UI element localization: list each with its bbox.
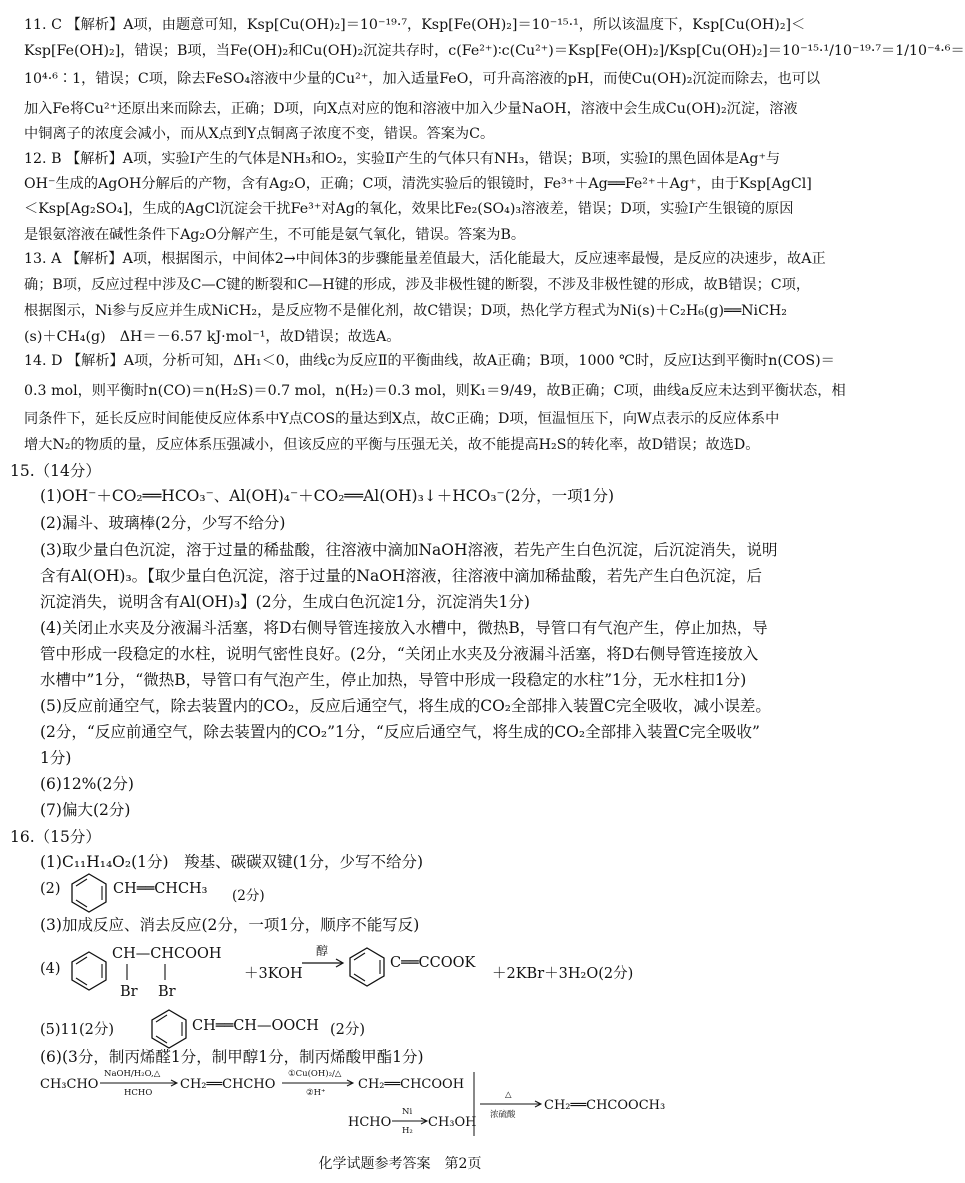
q16-line: (6)(3分，制丙烯醛1分，制甲醇1分，制丙烯酸甲酯1分) xyxy=(40,1048,424,1066)
q16-4-chain: CH—CHCOOH xyxy=(112,946,222,962)
q15-line: 管中形成一段稳定的水柱，说明气密性良好。(2分，“关闭止水夹及分液漏斗活塞，将D右侧导管连接放入 xyxy=(40,645,759,663)
q13-line: 根据图示，Ni参与反应并生成NiCH₂，是反应物不是催化剂，故C错误；D项，热化学方程式为Ni(s)＋C₂H₆(g)══NiCH₂ xyxy=(24,303,787,319)
q15-title: 15.（14分） xyxy=(10,462,101,480)
q15-line: 沉淀消失，说明含有Al(OH)₃】(2分，生成白色沉淀1分，沉淀消失1分) xyxy=(40,593,530,611)
benzene-ring-icon xyxy=(146,1006,192,1046)
q16-4-rest: ＋2KBr＋3H₂O(2分) xyxy=(492,966,634,982)
q12-line: 是银氨溶液在碱性条件下Ag₂O分解产生，不可能是氨气氧化，错误。答案为B。 xyxy=(24,227,526,243)
route-cond4-top: Ni xyxy=(402,1107,413,1117)
q15-line: 1分) xyxy=(40,749,72,767)
q16-4-br: Br xyxy=(120,984,138,1000)
q11-line: Ksp[Fe(OH)₂]，错误；B项，当Fe(OH)₂和Cu(OH)₂沉淀共存时，c(Fe²⁺)∶c(Cu²⁺)＝Ksp[Fe(OH)₂]/Ksp[Cu(OH)₂]＝10⁻¹⁵·¹/10⁻¹⁹·⁷＝1/10⁻⁴·⁶＝ xyxy=(24,43,965,59)
q12-line: 12. B 【解析】A项，实验Ⅰ产生的气体是NH₃和O₂，实验Ⅱ产生的气体只有NH₃，错误；B项，实验Ⅰ的黑色固体是Ag⁺与 xyxy=(24,151,781,167)
q15-line: (4)关闭止水夹及分液漏斗活塞，将D右侧导管连接放入水槽中，微热B，导管口有气泡产生，停止加热，导 xyxy=(40,619,768,637)
route-cond2-top: ①Cu(OH)₂/△ xyxy=(288,1069,342,1079)
q16-line: (3)加成反应、消去反应(2分，一项1分，顺序不能写反) xyxy=(40,916,420,934)
bromine-bond-lines xyxy=(118,964,178,986)
q16-2-num: (2) xyxy=(40,881,61,897)
q13-line: (s)＋CH₄(g) ΔH＝－6.57 kJ·mol⁻¹，故D错误；故选A。 xyxy=(24,329,401,345)
route-cond4-bot: H₂ xyxy=(402,1126,413,1136)
route-product: CH₂══CHCOOCH₃ xyxy=(544,1098,666,1113)
benzene-ring-icon xyxy=(66,870,112,910)
q11-line: 加入Fe将Cu²⁺还原出来而除去，正确；D项，向X点对应的饱和溶液中加入少量NaOH，溶液中会生成Cu(OH)₂沉淀，溶液 xyxy=(24,101,798,117)
q13-line: 确；B项，反应过程中涉及C—C键的断裂和C—H键的形成，涉及非极性键的断裂，不涉及非极性键的形成，故B错误；C项， xyxy=(24,277,811,293)
q16-4-num: (4) xyxy=(40,961,61,977)
q12-line: ＜Ksp[Ag₂SO₄]，生成的AgCl沉淀会干扰Fe³⁺对Ag的氧化，效果比Fe₂(SO₄)₃溶液差，错误；D项，实验Ⅰ产生银镜的原因 xyxy=(24,201,794,217)
q15-line: 含有Al(OH)₃。【取少量白色沉淀，溶于过量的NaOH溶液，往溶液中滴加稀盐酸，若先产生白色沉淀，后 xyxy=(40,567,762,585)
route-hcho: HCHO xyxy=(348,1115,392,1130)
q15-line: (2)漏斗、玻璃棒(2分，少写不给分) xyxy=(40,514,286,532)
q16-4-condition: 醇 xyxy=(316,944,329,958)
q15-line: 水槽中”1分，“微热B，导管口有气泡产生，停止加热，导管中形成一段稳定的水柱”1分，无水柱扣1分) xyxy=(40,671,747,689)
q15-line: (5)反应前通空气，除去装置内的CO₂，反应后通空气，将生成的CO₂全部排入装置C完全吸收，减小误差。 xyxy=(40,697,771,715)
q15-line: (6)12%(2分) xyxy=(40,775,134,793)
benzene-ring-icon xyxy=(344,944,390,984)
route-cond3-top: △ xyxy=(505,1090,512,1100)
q14-line: 14. D 【解析】A项，分析可知，ΔH₁＜0，曲线c为反应Ⅱ的平衡曲线，故A正确；B项，1000 ℃时，反应Ⅰ达到平衡时n(COS)＝ xyxy=(24,353,835,369)
page-footer: 化学试题参考答案 第2页 xyxy=(318,1156,482,1172)
q11-line: 11. C 【解析】A项，由题意可知，Ksp[Cu(OH)₂]＝10⁻¹⁹·⁷，Ksp[Fe(OH)₂]＝10⁻¹⁵·¹，所以该温度下，Ksp[Cu(OH)₂]＜ xyxy=(24,17,806,33)
q16-4-reagent: ＋3KOH xyxy=(244,966,303,982)
q16-5-num: (5)11(2分) xyxy=(40,1022,115,1038)
route-cond3-bot: 浓硫酸 xyxy=(490,1110,516,1120)
q12-line: OH⁻生成的AgOH分解后的产物，含有Ag₂O，正确；C项，清洗实验后的银镜时，Fe³⁺＋Ag══Fe²⁺＋Ag⁺，由于Ksp[AgCl] xyxy=(24,176,812,192)
q16-5-score: (2分) xyxy=(330,1022,366,1038)
q15-line: (1)OH⁻＋CO₂══HCO₃⁻、Al(OH)₄⁻＋CO₂══Al(OH)₃↓＋HCO₃⁻(2分，一项1分) xyxy=(40,487,615,505)
route-start: CH₃CHO xyxy=(40,1077,99,1092)
q15-line: (3)取少量白色沉淀，溶于过量的稀盐酸，往溶液中滴加NaOH溶液，若先产生白色沉淀，后沉淀消失，说明 xyxy=(40,541,778,559)
reaction-arrow-icon xyxy=(302,958,346,968)
route-m2: CH₂══CHCOOH xyxy=(358,1077,465,1092)
q13-line: 13. A 【解析】A项，根据图示，中间体2→中间体3的步骤能量差值最大，活化能最大，反应速率最慢，是反应的决速步，故A正 xyxy=(24,251,826,267)
q14-line: 同条件下，延长反应时间能使反应体系中Y点COS的量达到X点，故C正确；D项，恒温恒压下，向W点表示的反应体系中 xyxy=(24,411,780,427)
q16-4-br: Br xyxy=(158,984,176,1000)
q15-line: (7)偏大(2分) xyxy=(40,801,131,819)
q14-line: 增大N₂的物质的量，反应体系压强减小，但该反应的平衡与压强无关，故不能提高H₂S的转化率，故D错误；故选D。 xyxy=(24,437,760,453)
q16-5-chain: CH══CH—OOCH xyxy=(192,1018,319,1034)
q16-2-chain: CH══CHCH₃ xyxy=(113,881,208,897)
q16-title: 16.（15分） xyxy=(10,828,101,846)
synthesis-route xyxy=(0,1066,800,1146)
q16-line: (1)C₁₁H₁₄O₂(1分) 羧基、碳碳双键(1分，少写不给分) xyxy=(40,853,424,871)
route-cond1-top: NaOH/H₂O,△ xyxy=(104,1069,161,1079)
route-m1: CH₂══CHCHO xyxy=(180,1077,276,1092)
route-cond2-bot: ②H⁺ xyxy=(306,1088,326,1098)
route-meoh: CH₃OH xyxy=(428,1115,477,1130)
q16-4-product: C══CCOOK xyxy=(390,955,476,971)
q11-line: 10⁴·⁶∶1，错误；C项，除去FeSO₄溶液中少量的Cu²⁺，加入适量FeO，可升高溶液的pH，而使Cu(OH)₂沉淀而除去，也可以 xyxy=(24,71,821,87)
benzene-ring-icon xyxy=(66,948,112,988)
q16-2-score: (2分) xyxy=(232,888,265,904)
q14-line: 0.3 mol，则平衡时n(CO)＝n(H₂S)＝0.7 mol，n(H₂)＝0.3 mol，则K₁＝9/49，故B正确；C项，曲线a反应未达到平衡状态，相 xyxy=(24,383,846,399)
q11-line: 中铜离子的浓度会减小，而从X点到Y点铜离子浓度不变，错误。答案为C。 xyxy=(24,126,495,142)
route-cond1-bot: HCHO xyxy=(124,1088,153,1098)
q15-line: (2分，“反应前通空气，除去装置内的CO₂”1分，“反应后通空气，将生成的CO₂全部排入装置C完全吸收” xyxy=(40,723,760,741)
